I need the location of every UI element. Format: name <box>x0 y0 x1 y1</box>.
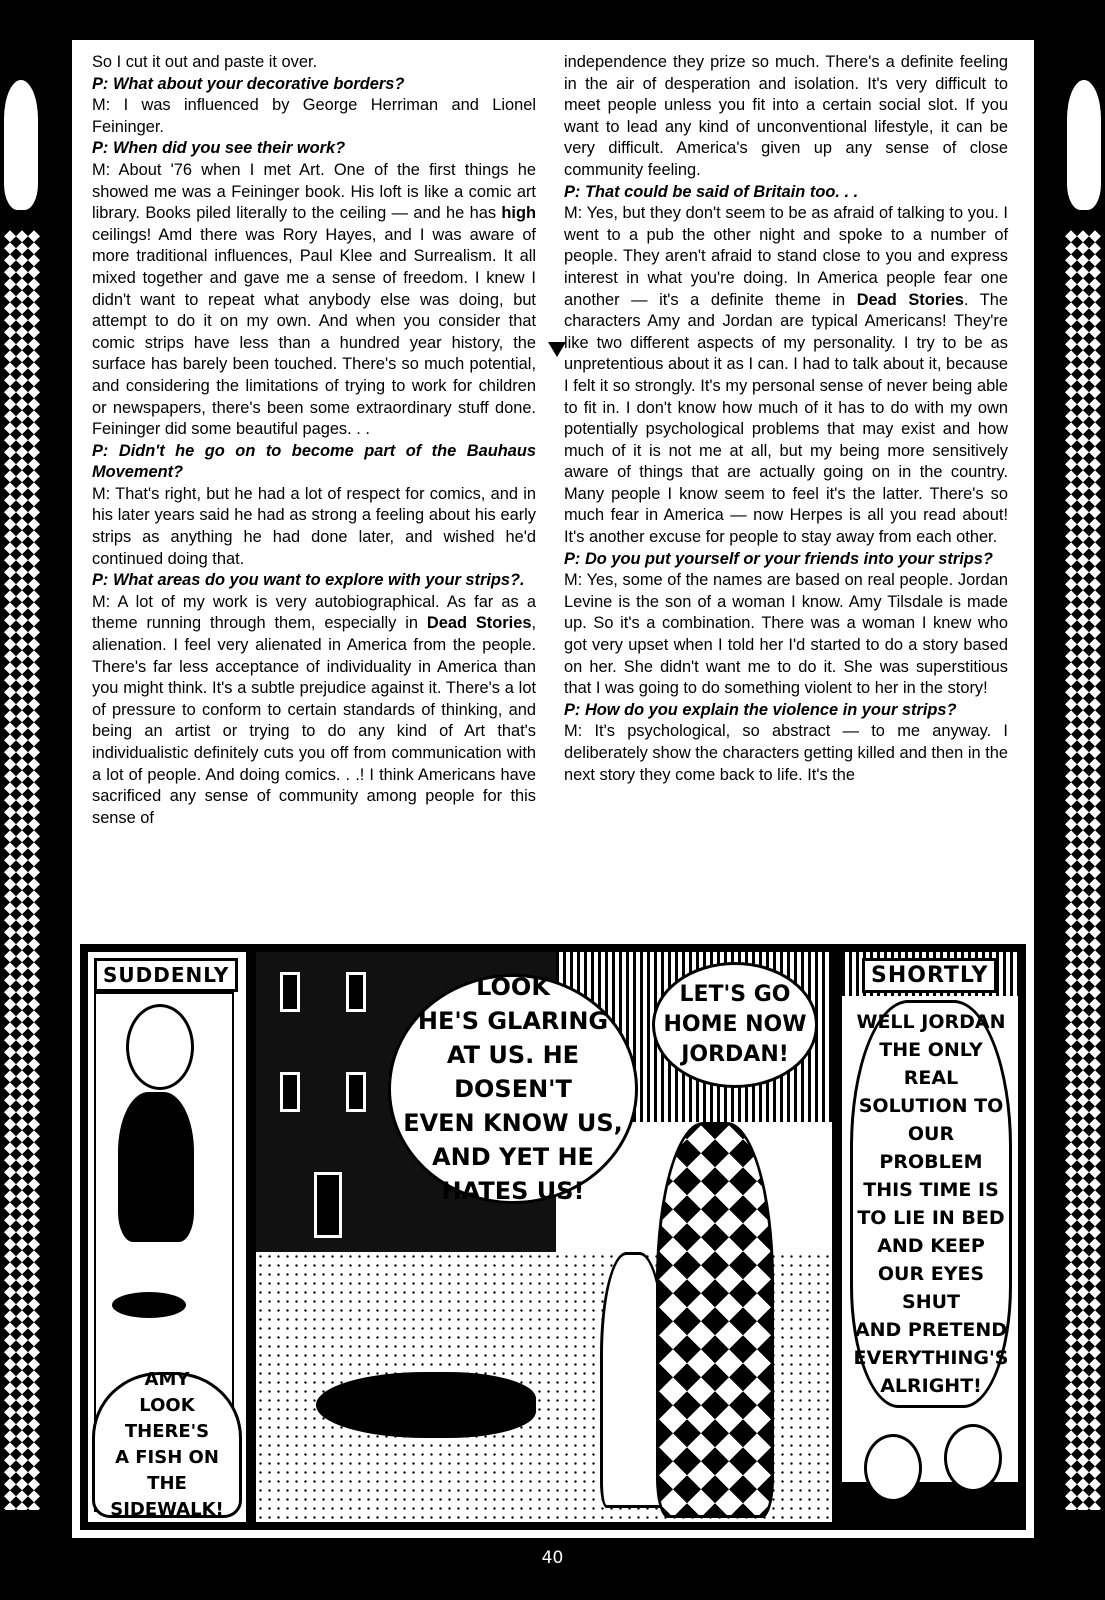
bed-blanket <box>842 1482 1018 1522</box>
bubble-line: HATES US! <box>441 1177 585 1205</box>
left-decorative-border <box>0 60 44 1530</box>
title-reference: Dead Stories <box>426 614 532 633</box>
interview-question: P: How do you explain the violence in your strips? <box>564 700 957 719</box>
amy-face <box>864 1434 922 1502</box>
speech-bubble-amy <box>92 1369 242 1520</box>
bubble-line: TO LIE IN BED <box>857 1207 1005 1229</box>
interview-answer: So I cut it out and paste it over. <box>92 53 318 71</box>
jordan-face <box>944 1424 1002 1492</box>
answer-text: ceilings! Amd there was Rory Hayes, and I was aware of more traditional influences, Paul Klee and Surrealism. It all mixed together and gave me a sense of freedom. I knew I didn't want to repeat what anybody else was doing, but attempt to do it on my own. And when you consider that comic strips have less than a hundred year history, the surface has barely been touched. There's so much potential, and considering the limitations of trying to work for children or newspapers, there's been some extraordinary stuff done. Feininger did some beautiful pages. . . <box>92 225 536 439</box>
interview-question: P: What areas do you want to explore with your strips?. <box>92 571 525 590</box>
interview-answer: M: Yes, some of the names are based on real people. Jordan Levine is the son of a woman I know. Amy Tilsdale is made up. So it's a combination. There was a woman I knew who got very upset when I told her I'd started to do a story based on her. She didn't want me to do it. She was superstitious that I was going to do something violent to her in the story! <box>564 571 1008 698</box>
bubble-line: WELL JORDAN <box>856 1011 1006 1033</box>
caption-suddenly: SUDDENLY <box>94 958 238 992</box>
border-figure-illustration <box>4 80 38 210</box>
bubble-line: A FISH ON THE <box>115 1447 219 1494</box>
diamond-pattern <box>1065 230 1101 1510</box>
comic-strip <box>80 944 1026 1530</box>
interview-answer: M: It's psychological, so abstract — to me anyway. I deliberately show the characters getting killed and then in the next story they come back to life. It's the <box>564 722 1008 784</box>
building-window <box>346 972 366 1012</box>
bubble-line: SIDEWALK! <box>110 1499 224 1520</box>
answer-text: M: About '76 when I met Art. One of the first things he showed me was a Feininger book. His loft is like a comic art library. Books piled literally to the ceiling — and he has <box>92 160 536 223</box>
answer-text: M: A lot of my work is very autobiographical. As far as a theme running through them, especially in <box>92 592 536 633</box>
bubble-line: LOOK THERE'S <box>124 1395 210 1442</box>
bubble-line: AND YET HE <box>432 1143 594 1171</box>
bubble-line: AMY <box>144 1369 190 1390</box>
bubble-line: AND KEEP <box>877 1235 985 1257</box>
speech-bubble-glaring <box>388 974 638 1204</box>
bubble-line: LOOK <box>476 973 550 1001</box>
bubble-line: THE ONLY REAL <box>879 1039 983 1089</box>
speech-bubble-home <box>652 962 818 1088</box>
building-door <box>314 1172 342 1238</box>
bubble-line: OUR PROBLEM <box>879 1123 983 1173</box>
bubble-line: HOME NOW <box>663 1012 807 1037</box>
interview-answer <box>92 592 536 830</box>
comic-panel-3 <box>842 952 1018 1522</box>
answer-text: M: Yes, but they don't seem to be as afraid of talking to you. I went to a pub the other night and spoke to a number of people. They aren't afraid to stand close to you and express interest in what you're doing. In America people fear one another — it's a definite theme in <box>564 204 1008 309</box>
interview-answer: M: That's right, but he had a lot of respect for comics, and in his later years said he had as strong a feeling about his early strips as anything he had done later, and wished he'd continued doing that. <box>92 484 536 568</box>
magazine-page <box>72 40 1034 1538</box>
interview-question: P: Didn't he go on to become part of the Bauhaus Movement? <box>92 441 536 482</box>
bubble-line: OUR EYES SHUT <box>877 1263 985 1313</box>
bubble-line: LET'S GO <box>679 982 791 1007</box>
interview-column-left <box>92 52 536 829</box>
interview-question: P: When did you see their work? <box>92 139 346 158</box>
interview-answer: independence they prize so much. There's a definite feeling in the air of desperation and isolation. It's very difficult to meet people unless you fit into a certain social slot. If you want to lead any kind of unconventional lifestyle, it can be very difficult. America's given up any sense of close community feeling. <box>564 53 1008 179</box>
bubble-line: HE'S GLARING <box>417 1007 609 1035</box>
title-reference: Dead Stories <box>856 290 964 309</box>
interview-question: P: Do you put yourself or your friends into your strips? <box>564 549 993 568</box>
interview-answer <box>92 160 536 441</box>
page-number: 40 <box>541 1548 564 1568</box>
interview-question: P: That could be said of Britain too. . . <box>564 182 859 201</box>
bubble-line: ALRIGHT! <box>880 1375 982 1397</box>
bubble-line: JORDAN! <box>681 1042 789 1067</box>
border-figure-illustration <box>1067 80 1101 210</box>
small-fish-drawing <box>112 1292 186 1318</box>
bubble-line: EVERYTHING'S <box>853 1347 1009 1369</box>
right-decorative-border <box>1061 60 1105 1530</box>
bubble-line: AND PRETEND <box>854 1319 1008 1341</box>
floating-figure-body <box>118 1092 194 1242</box>
interview-answer: M: I was influenced by George Herriman and Lionel Feininger. <box>92 96 536 136</box>
answer-text: , alienation. I feel very alienated in America from the people. There's far less acceptance of individuality in America than you might think. It's a subtle prejudice against it. There's a lot of pressure to conform to certain standards of thinking, and being an artist or trying to do any kind of Art that's individualistic definitely cuts you off from communication with a lot of people. And doing comics. . .! I think Americans have sacrificed any sense of community among people for this sense of <box>92 614 537 827</box>
comic-panel-2 <box>256 952 832 1522</box>
floating-figure-head <box>126 1004 194 1090</box>
checkered-woman-figure <box>656 1122 774 1518</box>
answer-text: . The characters Amy and Jordan are typical Americans! They're like two different aspects of my personality. I try to be as unpretentious about it as I can. I had to talk about it, because I felt it so strongly. It's my personal sense of never being able to fit in. I don't know how much of it has to do with my own potentially psychological problems that may exist and how much of it is not me at all, but my being more sensitively aware of things that are actually going on in the country. Many people I know seem to feel it's the latter. There's so much fear in America — now Herpes is all you read about! It's another excuse for people to stay away from each other. <box>564 290 1008 547</box>
large-fish-drawing <box>316 1372 536 1438</box>
interview-answer <box>564 203 1008 549</box>
diamond-pattern <box>4 230 40 1510</box>
bubble-line: AT US. HE DOSEN'T <box>446 1041 580 1103</box>
interview-question: P: What about your decorative borders? <box>92 74 405 93</box>
caption-shortly: SHORTLY <box>862 958 997 993</box>
building-window <box>280 972 300 1012</box>
building-window <box>280 1072 300 1112</box>
interview-column-right <box>564 52 1008 786</box>
bubble-line: EVEN KNOW US, <box>403 1109 623 1137</box>
comic-panel-1 <box>88 952 246 1522</box>
bubble-line: THIS TIME IS <box>863 1179 999 1201</box>
bubble-line: SOLUTION TO <box>858 1095 1004 1117</box>
title-reference: high <box>501 204 536 223</box>
speech-bubble-solution <box>850 1000 1012 1408</box>
building-window <box>346 1072 366 1112</box>
